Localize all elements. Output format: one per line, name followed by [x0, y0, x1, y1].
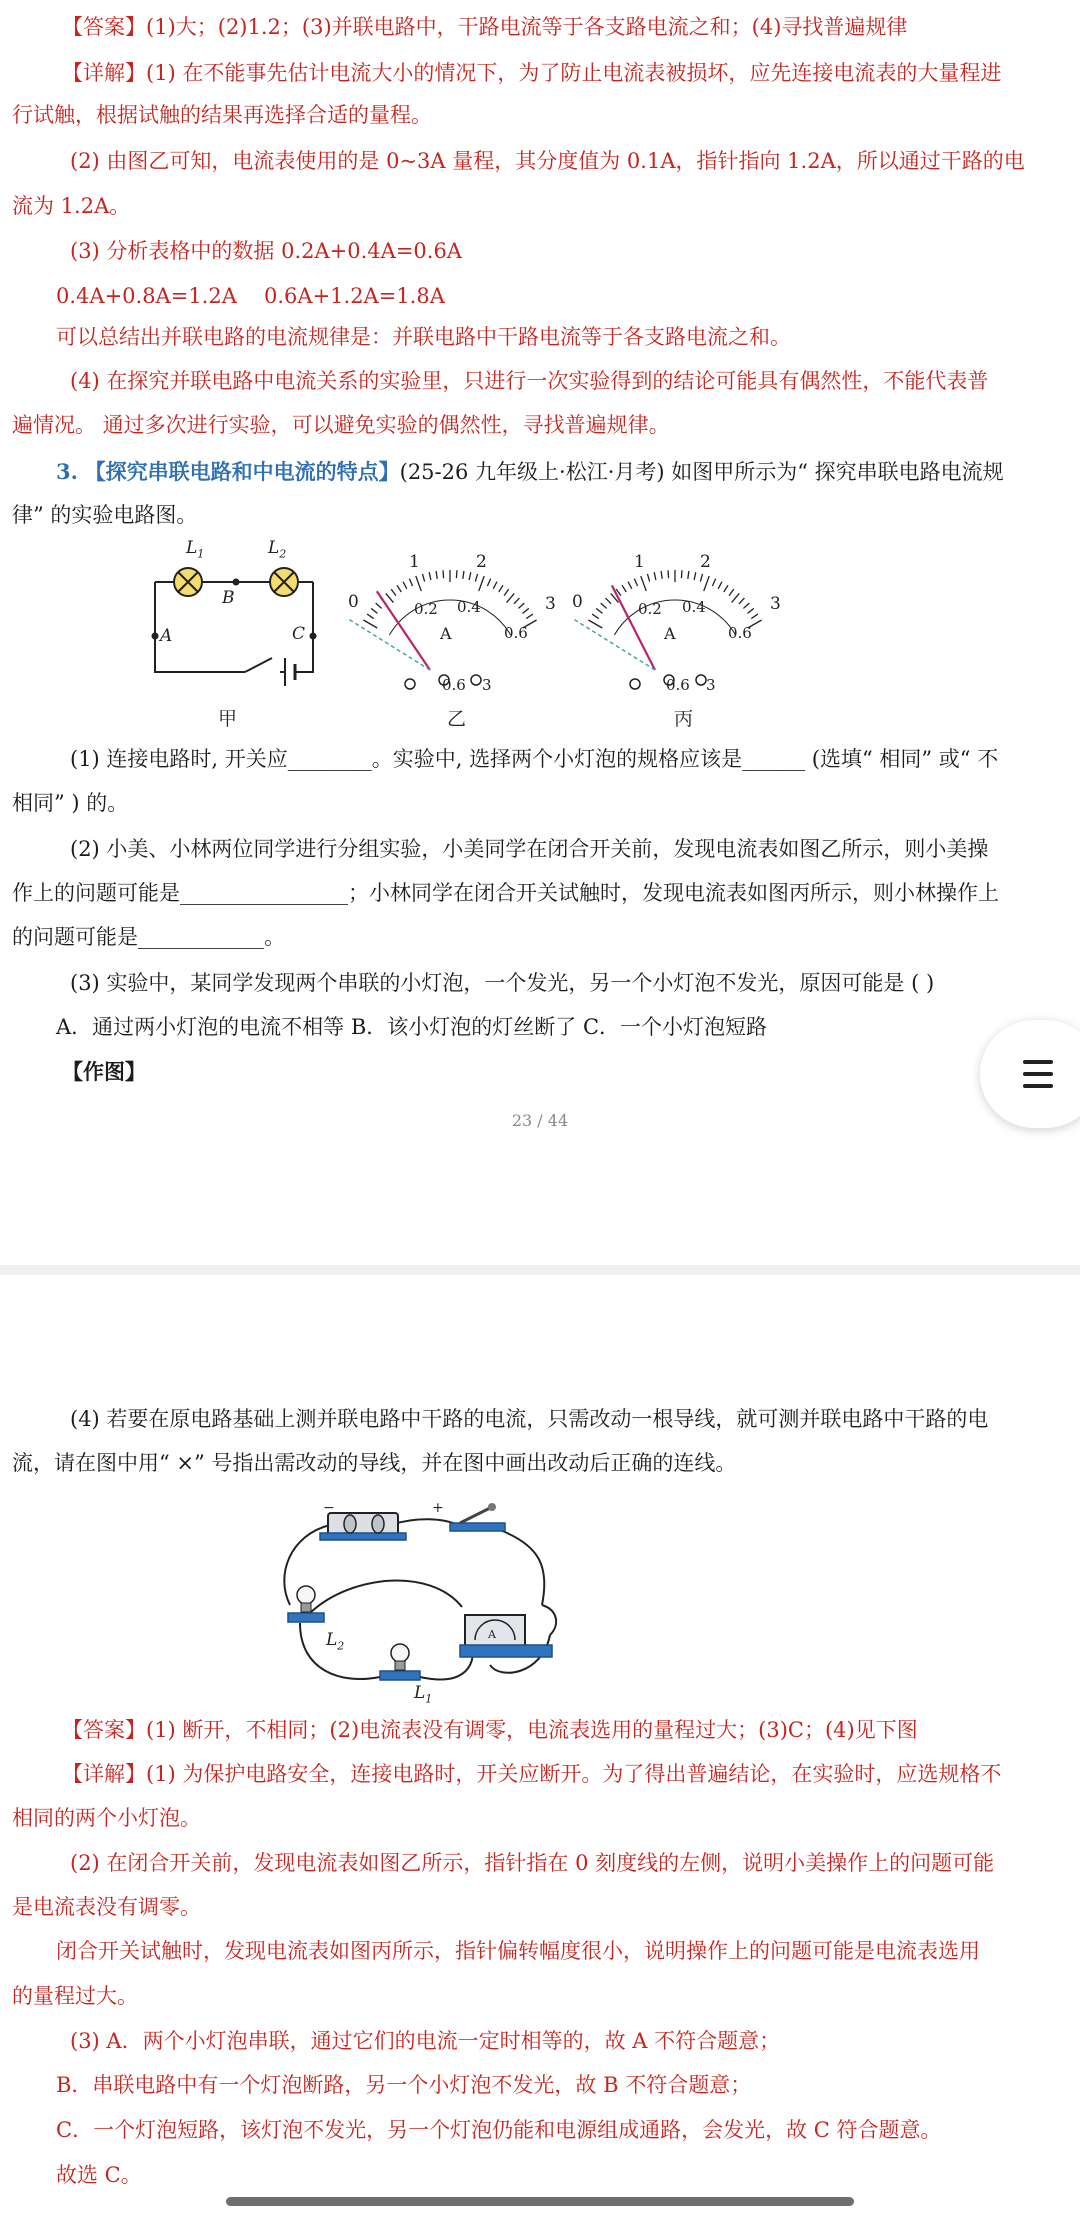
sub-question-4-line-2: 流，请在图中用“ ×” 号指出需改动的导线，并在图中画出改动后正确的连线。: [12, 1451, 737, 1475]
meter-scale-tick: [403, 582, 407, 589]
label-l2: $L_2$: [268, 538, 287, 561]
meter-scale-tick: [743, 603, 749, 608]
ammeter-device-icon: [460, 1615, 552, 1657]
detail-3-conclusion: 故选 C。: [56, 2163, 142, 2187]
detail-2-line-3: 闭合开关试触时，发现电流表如图丙所示，指针偏转幅度很小，说明操作上的问题可能是电流表选用: [56, 1939, 980, 1963]
meter-scale-tick: [751, 614, 758, 618]
figure-label-jia: 甲: [218, 708, 238, 730]
meter-scale-tick: [700, 574, 702, 582]
meter-yi-tick-0: 0: [348, 592, 359, 612]
detail-4-line-1: (4) 在探究并联电路中电流关系的实验里，只进行一次实验得到的结论可能具有偶然性，不能代表普: [70, 369, 989, 393]
menu-icon-bar: [1023, 1084, 1053, 1088]
detail-2-line-4: 的量程过大。: [12, 1984, 138, 2008]
detail-3-option-a: (3) A．两个小灯泡串联，通过它们的电流一定时相等的，故 A 不符合题意；: [70, 2029, 781, 2053]
meter-scale-tick: [456, 570, 457, 578]
answer-line-q3: 【答案】(1) 断开，不相同；(2)电流表没有调零，电流表选用的量程过大；(3)C；(4)见下图: [62, 1718, 918, 1742]
meter-terminal: [630, 679, 640, 689]
meter-scale-tick: [429, 572, 431, 580]
meter-yi-tick-0-6: 0.6: [504, 624, 528, 642]
meter-scale-tick: [654, 572, 656, 580]
question-3-line-1: [56, 457, 1004, 487]
meter-bing-tick-1: 1: [634, 552, 645, 572]
sub-question-4-line-1: (4) 若要在原电路基础上测并联电路中干路的电流，只需改动一根导线，就可测并联电路中干路的电: [70, 1407, 989, 1431]
sub-question-3: (3) 实验中，某同学发现两个串联的小灯泡，一个发光，另一个小灯泡不发光，原因可能是 ( ): [70, 971, 935, 995]
detail-2-line-1: (2) 由图乙可知，电流表使用的是 0~3A 量程，其分度值为 0.1A，指针指向 1.2A，所以通过干路的电: [70, 149, 1025, 173]
lamp-l1-holder-icon: [380, 1644, 420, 1680]
meter-scale-tick: [704, 576, 709, 591]
detail-3-line-1: (3) 分析表格中的数据 0.2A+0.4A=0.6A: [70, 239, 462, 263]
meter-scale-tick: [522, 608, 528, 613]
sub-question-3-options: A．通过两小灯泡的电流不相等 B．该小灯泡的灯丝断了 C．一个小灯泡短路: [56, 1015, 768, 1039]
sub-question-2-line-2: 作上的问题可能是________________；小林同学在闭合开关试触时，发现电流表如图丙所示，则小林操作上: [12, 881, 999, 905]
meter-needle: [612, 585, 655, 670]
meter-scale-tick: [724, 585, 728, 592]
question-source: (25-26 九年级上·松江·月考) 如图甲所示为“ 探究串联电路电流规: [399, 460, 1004, 484]
meter-yi-terminal-0-6: 0.6: [442, 676, 466, 694]
figure-label-bing: 丙: [674, 708, 694, 730]
home-indicator[interactable]: [226, 2197, 854, 2206]
ammeter-label: A: [488, 1628, 496, 1641]
page-separator: [0, 1265, 1080, 1275]
meter-scale-tick: [479, 576, 484, 591]
meter-scale-tick: [647, 574, 649, 582]
floating-menu-button[interactable]: [980, 1020, 1080, 1128]
menu-icon-bar: [1023, 1072, 1053, 1076]
page-number: 23 / 44: [511, 1111, 569, 1130]
meter-scale-tick: [469, 572, 471, 580]
meter-bing-terminal-0-6: 0.6: [666, 676, 690, 694]
meter-terminal: [471, 675, 481, 685]
battery-pack-icon: [320, 1513, 406, 1540]
meter-scale-tick: [416, 576, 421, 591]
meter-bing-terminal-3: 3: [706, 676, 716, 694]
meter-scale-tick: [422, 574, 424, 582]
detail-3-formula-2: 0.6A+1.2A=1.8A: [264, 284, 445, 308]
detail-1-line-1: 【详解】(1) 为保护电路安全，连接电路时，开关应断开。为了得出普遍结论，在实验时，应选规格不: [62, 1762, 1002, 1786]
meter-scale-tick: [386, 593, 394, 602]
document-page-24: [0, 1275, 1080, 2214]
meter-yi-tick-2: 2: [476, 552, 487, 572]
meter-scale-tick: [732, 593, 740, 602]
meter-scale-tick: [606, 598, 612, 604]
detail-2-line-1: (2) 在闭合开关前，发现电流表如图乙所示，指针指在 0 刻度线的左侧，说明小美操作上的问题可能: [70, 1851, 995, 1875]
meter-scale-tick: [499, 585, 503, 592]
meter-terminal: [696, 675, 706, 685]
meter-scale-tick: [436, 571, 437, 579]
meter-yi-tick-0-4: 0.4: [457, 598, 481, 616]
meter-scale-tick: [729, 589, 734, 595]
meter-scale-tick: [747, 608, 753, 613]
sub-question-1-line-1: (1) 连接电路时, 开关应________。实验中, 选择两个小灯泡的规格应该是______ (选填“ 相同” 或“ 不: [70, 747, 999, 771]
detail-1-line-2: 相同的两个小灯泡。: [12, 1806, 201, 1830]
question-topic-tag: 【探究串联电路和中电流的特点】: [84, 459, 400, 484]
detail-1-line-1: 【详解】(1) 在不能事先估计电流大小的情况下，为了防止电流表被损坏，应先连接电流表的大量程进: [62, 61, 1002, 85]
meter-scale-tick: [487, 579, 490, 586]
meter-scale-tick: [504, 589, 509, 595]
question-3-line-2: 律” 的实验电路图。: [12, 503, 198, 527]
meter-bing-unit: A: [664, 624, 676, 643]
meter-terminal: [405, 679, 415, 689]
meter-scale-tick: [518, 603, 524, 608]
meter-bing-tick-3: 3: [770, 594, 781, 614]
meter-scale-tick: [622, 585, 626, 592]
label-c: C: [292, 624, 306, 644]
meter-scale-tick: [507, 593, 515, 602]
meter-scale-tick: [588, 620, 602, 628]
meter-scale-tick: [694, 572, 696, 580]
sub-question-2-line-3: 的问题可能是____________。: [12, 925, 285, 949]
meter-bing-tick-2: 2: [700, 552, 711, 572]
meter-scale-tick: [493, 582, 497, 589]
detail-4-line-2: 遍情况。 通过多次进行实验，可以避免实验的偶然性，寻找普遍规律。: [12, 413, 670, 437]
meter-zero-line: [349, 620, 430, 670]
meter-scale-tick: [475, 574, 477, 582]
meter-scale-tick: [371, 608, 377, 613]
meter-scale-tick: [592, 614, 599, 618]
meter-yi-tick-0-2: 0.2: [414, 600, 438, 618]
meter-scale-tick: [596, 608, 602, 613]
detail-1-line-2: 行试触，根据试触的结果再选择合适的量程。: [12, 103, 432, 127]
meter-scale-tick: [661, 571, 662, 579]
meter-scale-tick: [668, 570, 669, 578]
meter-scale-tick: [514, 598, 520, 604]
label-a: A: [160, 626, 173, 646]
detail-3-option-b: B．串联电路中有一个灯泡断路，另一个小灯泡不发光，故 B 不符合题意；: [56, 2073, 752, 2097]
label-b: B: [222, 588, 235, 608]
meter-scale-tick: [363, 620, 377, 628]
meter-scale-tick: [376, 603, 382, 608]
detail-3-option-c: C．一个灯泡短路，该灯泡不发光，另一个灯泡仍能和电源组成通路，会发光，故 C 符合题意。: [56, 2118, 942, 2142]
detail-2-line-2: 流为 1.2A。: [12, 194, 131, 218]
label-l1: $L_1$: [414, 1683, 433, 1706]
detail-3-formula-1: 0.4A+0.8A=1.2A: [56, 284, 237, 308]
detail-2-line-2: 是电流表没有调零。: [12, 1895, 201, 1919]
meter-scale-tick: [526, 614, 533, 618]
meter-scale-tick: [443, 570, 444, 578]
detail-3-conclusion: 可以总结出并联电路的电流规律是：并联电路中干路电流等于各支路电流之和。: [56, 325, 791, 349]
meter-scale-tick: [409, 579, 412, 586]
meter-scale-tick: [397, 585, 401, 592]
menu-icon: [1023, 1060, 1053, 1064]
lamp-l1-icon: [174, 568, 202, 596]
switch-icon: [450, 1503, 505, 1531]
lamp-l2-holder-icon: [288, 1586, 324, 1622]
meter-bing-tick-0-4: 0.4: [682, 598, 706, 616]
meter-yi-tick-1: 1: [409, 552, 420, 572]
figure-label-yi: 乙: [447, 708, 467, 730]
meter-scale-tick: [601, 603, 607, 608]
label-l2: $L_2$: [326, 1630, 345, 1653]
meter-bing-tick-0-2: 0.2: [638, 600, 662, 618]
meter-yi-unit: A: [440, 624, 452, 643]
meter-scale-tick: [641, 576, 646, 591]
battery-plus-label: +: [432, 1500, 444, 1516]
sub-question-1-line-2: 相同” ) 的。: [12, 791, 129, 815]
answer-line: 【答案】(1)大；(2)1.2；(3)并联电路中，干路电流等于各支路电流之和；(4)寻找普遍规律: [62, 15, 908, 39]
meter-bing-tick-0-6: 0.6: [728, 624, 752, 642]
meter-scale-tick: [688, 571, 689, 579]
physical-circuit-figure: [280, 1495, 600, 1705]
meter-bing-tick-0: 0: [572, 592, 583, 612]
meter-scale-tick: [628, 582, 632, 589]
meter-scale-tick: [739, 598, 745, 604]
battery-minus-label: −: [323, 1500, 335, 1516]
meter-scale-tick: [681, 570, 682, 578]
sub-question-2-line-1: (2) 小美、小林两位同学进行分组实验，小美同学在闭合开关前，发现电流表如图乙所示，则小美操: [70, 837, 989, 861]
meter-scale-tick: [634, 579, 637, 586]
meter-yi-terminal-3: 3: [482, 676, 492, 694]
label-l1: $L_1$: [186, 538, 205, 561]
question-number: 3.: [56, 459, 78, 484]
meter-scale-tick: [391, 589, 396, 595]
meter-scale-tick: [712, 579, 715, 586]
meter-yi-tick-3: 3: [545, 594, 556, 614]
lamp-l2-icon: [270, 568, 298, 596]
meter-scale-tick: [718, 582, 722, 589]
meter-scale-tick: [367, 614, 374, 618]
drawing-section-heading: 【作图】: [62, 1059, 146, 1084]
meter-scale-tick: [463, 571, 464, 579]
